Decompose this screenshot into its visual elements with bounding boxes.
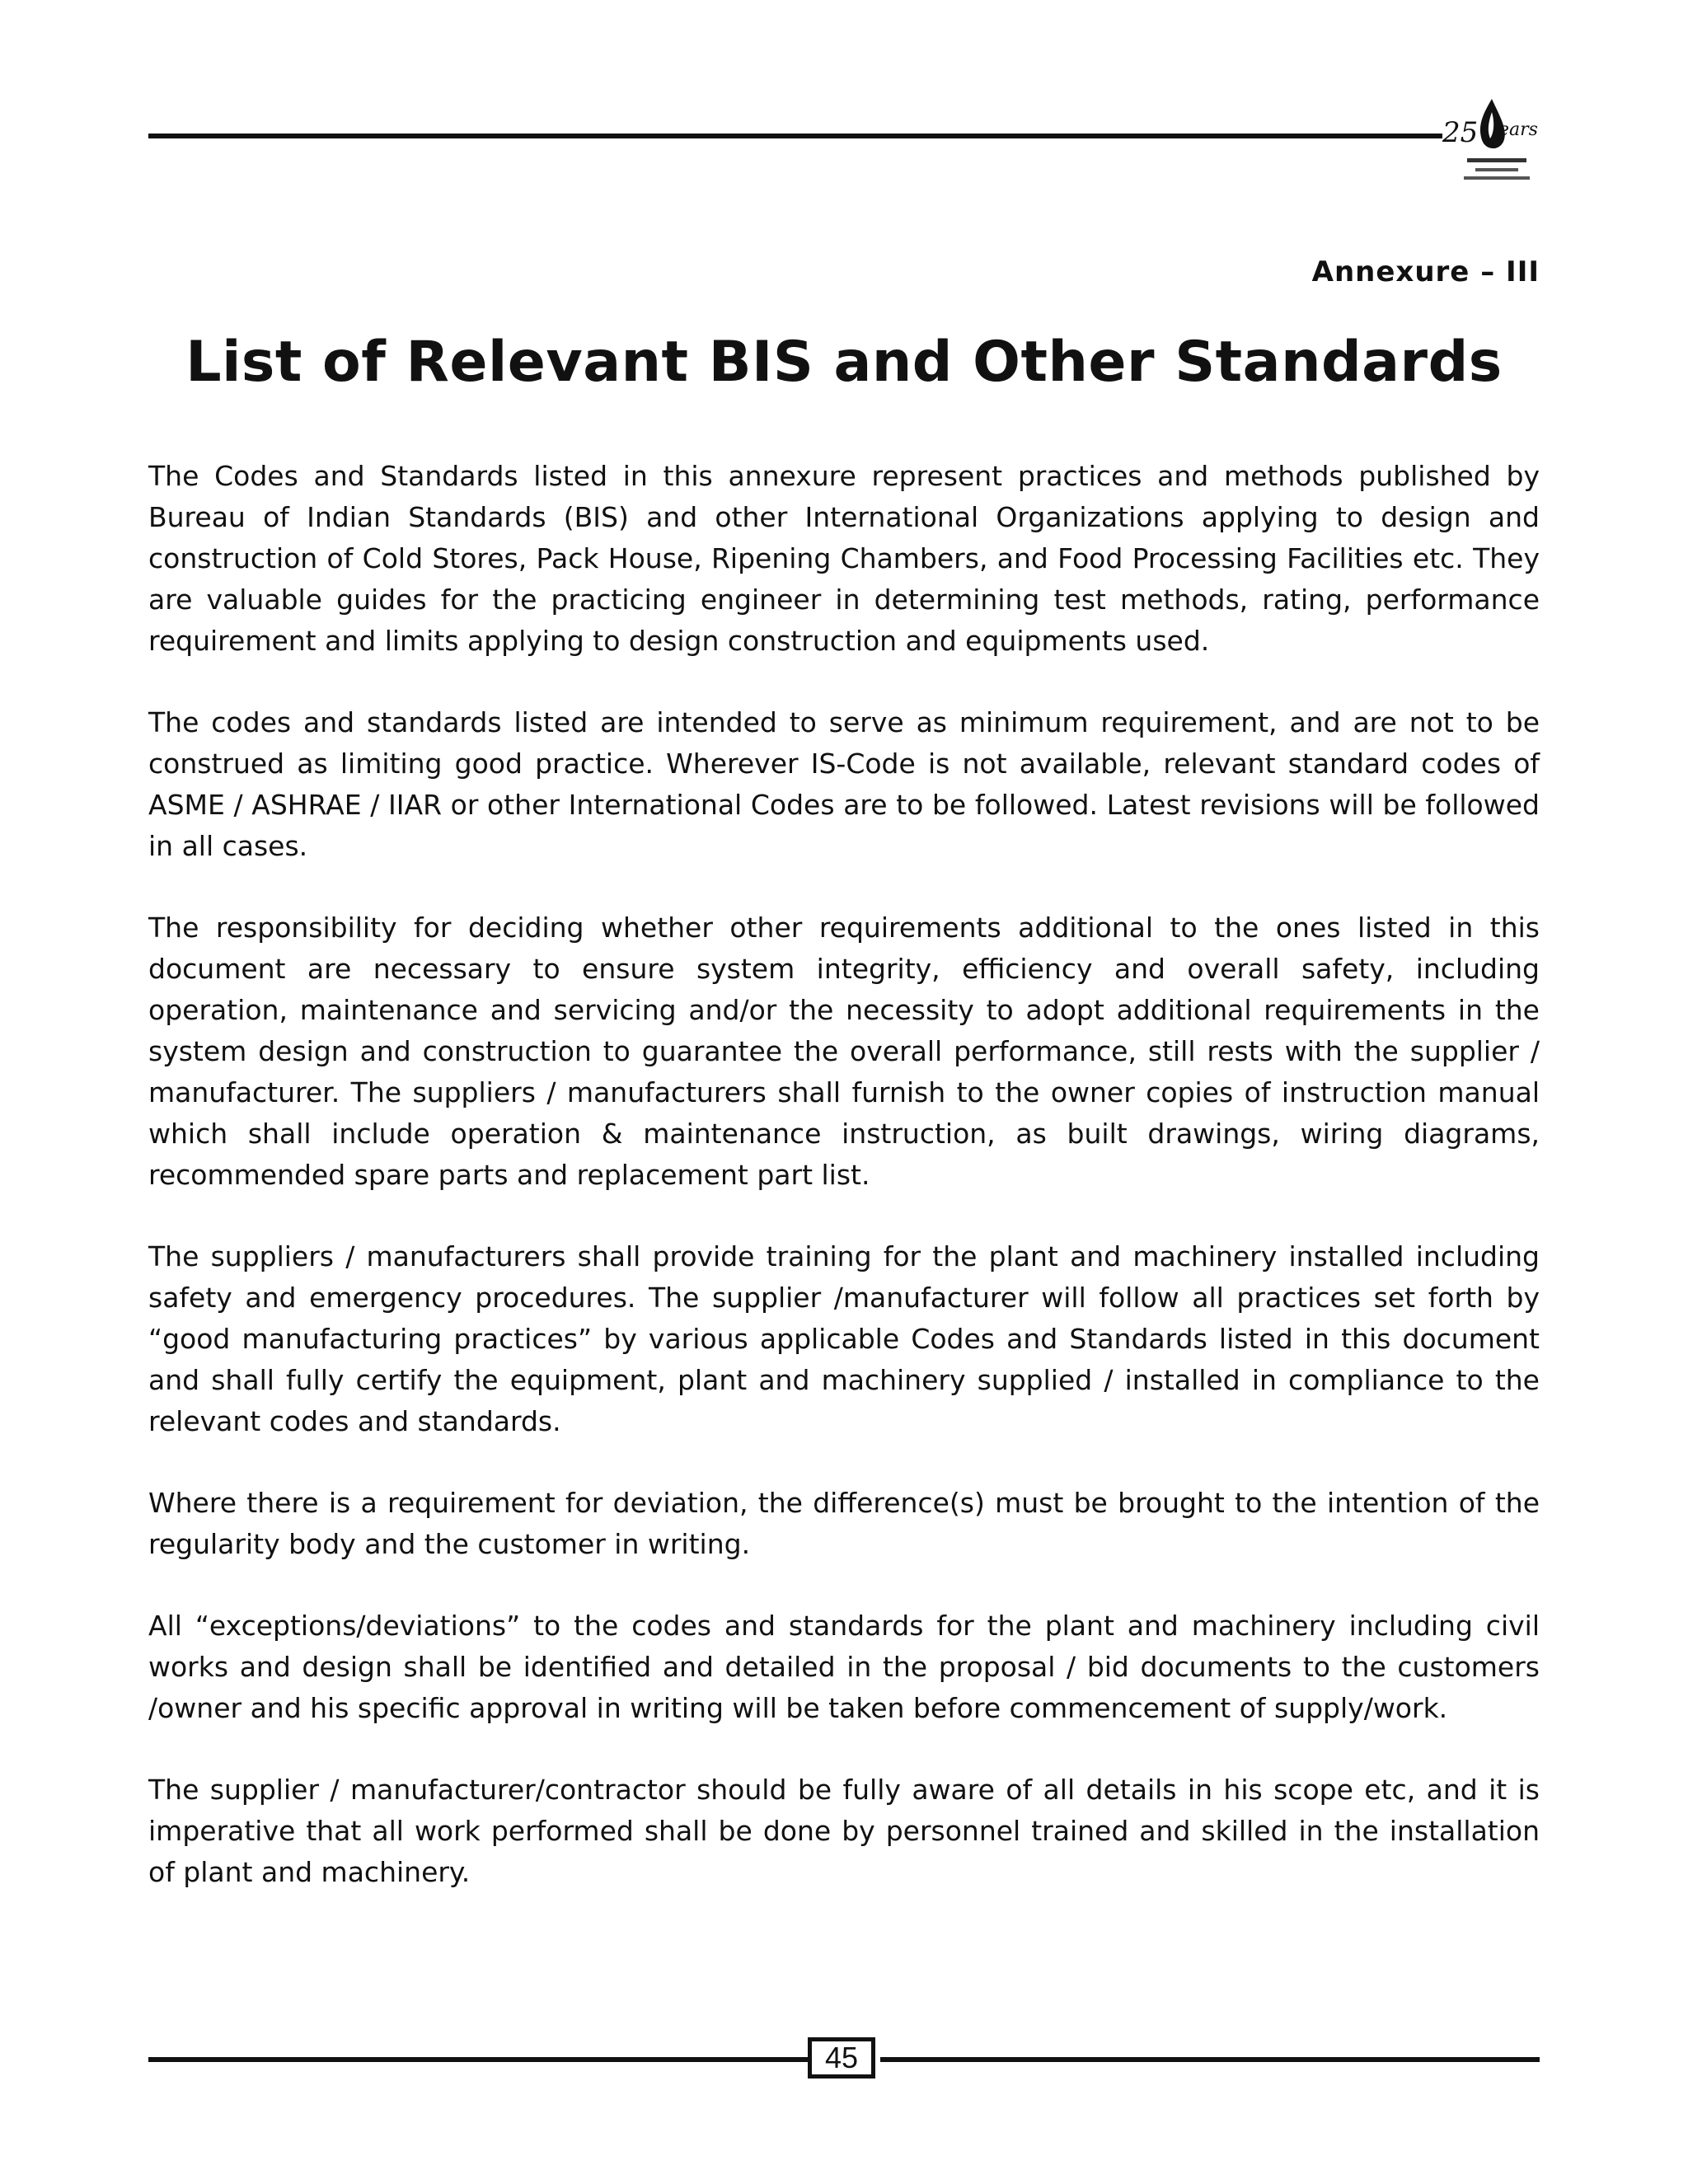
svg-text:25: 25 [1442,116,1479,149]
nhb-25-years-logo [1434,92,1558,191]
paragraph: The suppliers / manufacturers shall provide training for the plant and machinery installed including safety and emergency procedures. The supplier /manufacturer will follow all practices set forth by “good manufacturing practices” by various applicable Codes and Standards listed in this document and shall fully certify the equipment, plant and machinery supplied / installed in compliance to the relevant codes and standards. [148,1240,1540,1437]
footer-rule-left [148,2057,808,2062]
paragraph: The supplier / manufacturer/contractor should be fully aware of all details in his scope etc, and it is imperative that all work performed shall be done by personnel trained and skilled in the installation of plant and machinery. [148,1774,1540,1888]
page-title: List of Relevant BIS and Other Standards [185,330,1503,395]
paragraph: The responsibility for deciding whether other requirements additional to the ones listed in this document are necessary to ensure system integrity, efficiency and overall safety, including operation, maintenance and servicing and/or the necessity to adopt additional requirements in the system design and construction to guarantee the overall performance, still rests with the supplier / manufacturer. The suppliers / manufacturers shall furnish to the owner copies of instruction manual which shall include operation & maintenance instruction, as built drawings, wiring diagrams, recommended spare parts and replacement part list. [148,912,1540,1191]
paragraph: The codes and standards listed are intended to serve as minimum requirement, and are not to be construed as limiting good practice. Wherever IS-Code is not available, relevant standard codes of ASME / ASHRAE / IIAR or other International Codes are to be followed. Latest revisions will be followed in all cases. [148,706,1540,862]
paragraph: The Codes and Standards listed in this annexure represent practices and methods published by Bureau of Indian Standards (BIS) and other International Organizations applying to design and construction of Cold Stores, Pack House, Ripening Chambers, and Food Processing Facilities etc. They are valuable guides for the practicing engineer in determining test methods, rating, performance requirement and limits applying to design construction and equipments used. [148,460,1540,657]
annexure-label: Annexure – III [1311,255,1540,288]
svg-text:ears: ears [1498,120,1538,140]
document-body [148,456,1540,1933]
header-rule [148,134,1442,138]
footer-rule-right [880,2057,1540,2062]
paragraph: All “exceptions/deviations” to the codes and standards for the plant and machinery including civil works and design shall be identified and detailed in the proposal / bid documents to the customers /owner and his specific approval in writing will be taken before commencement of supply/work. [148,1610,1540,1724]
page-number: 45 [808,2037,875,2079]
paragraph: Where there is a requirement for deviation, the difference(s) must be brought to the intention of the regularity body and the customer in writing. [148,1487,1540,1560]
